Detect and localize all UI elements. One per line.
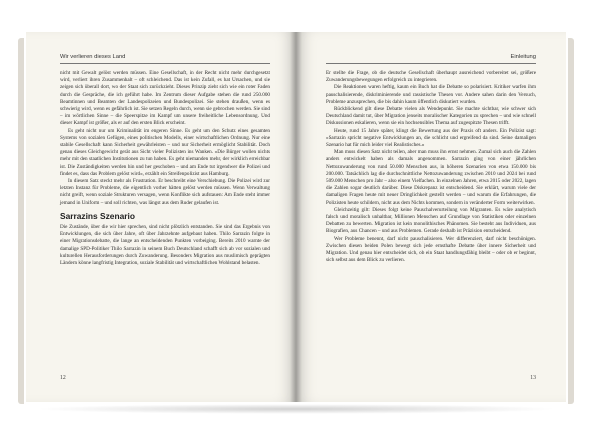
right-page: [296, 32, 566, 402]
header-rule-right: [326, 63, 536, 64]
paragraph: Es geht nicht nur um Kriminalität im engeren Sinne. Es geht um den Schutz eines gesamten Systems von sozialen Gefügen, eines politischen Modells, einer wirtschaftlichen Ordnung. Nur eine stabile Gesellschaft kann Sicherheit gewährleisten – und nur Sicherheit ermöglicht Stabilität. Doch genau dieses Gleichgewicht gerät aus Sicht vieler Polizisten ins Wanken. »Die Bürger wollen nichts mehr mit den staatlichen Institutionen zu tun haben. Es geht niemanden mehr, der wirklich erreichbar ist. Die Zuständigkeiten werden hin und her geschoben – und am Ende tut irgendwer die Polizei und findet es, dass das Problem gelöst wird«, erzählt ein Streifenpolizist aus Hamburg.: [60, 127, 270, 177]
paragraph: nicht mit Gewalt gelöst werden müssen. Eine Gesellschaft, in der Recht nicht mehr durchgesetzt wird, verliert ihren Zusammenhalt – oft schleichend. Das ist kein Zufall, es hat Ursachen, und sie zeigen sich überall dort, wo der Staat sich zurückzieht. Dieses Prinzip zieht sich wie ein roter Faden durch die Gespräche, die ich geführt habe. Im Zentrum dieser Aufgabe stehen die rund 250.000 Beamtinnen und Beamten der Landespolizeien und Bundespolizei. Sie stehen draußen, wenn es schwierig wird, wenn es gefährlich ist. Sie setzen Regeln durch, wenn sie gebrochen werden. Sie sind – im wörtlichen Sinne – die Speerspitze im Kampf um unsere freiheitliche Lebensordnung. Und dieser Kampf ist größer, als er auf den ersten Blick erscheint.: [60, 70, 270, 127]
left-page-edges: [18, 38, 24, 404]
paragraph: In diesem Satz steckt mehr als Frustration. Er beschreibt eine Verschiebung. Die Polizei wird zur letzten Instanz für Probleme, die eigentlich vorher hätten gelöst werden müssen. Wenn Verwaltung nicht greift, wenn soziale Strukturen versagen, wenn Konflikte sich aufstauen: Am Ende steht immer jemand in Uniform – und soll richten, was längst aus dem Ruder gelaufen ist.: [60, 178, 270, 206]
paragraph: Wer Probleme benennt, darf nicht pauschalisieren. Wer differenziert, darf nicht beschönigen. Zwischen diesen beiden Polen bewegt sich jede ernsthafte Debatte über innere Sicherheit und Migration. Und genau hier entscheidet sich, ob ein Staat handlungsfähig bleibt – oder ob er beginnt, sich selbst aus dem Blick zu verlieren.: [326, 235, 536, 264]
right-page-edges: [568, 38, 574, 404]
header-rule-left: [60, 63, 270, 64]
paragraph: Die Zustände, über die wir hier sprechen, sind nicht plötzlich entstanden. Sie sind das Ergebnis von Entwicklungen, die sich über Jahre, oft über Jahrzehnte aufgebaut haben. Thilo Sarrazin folgte in einer Migrationsdebatte, die lange an entscheidenden Punkten vorbeiging. Bereits 2010 warnte der damalige SPD-Politiker Thilo Sarrazin in seinem Buch Deutschland schafft sich ab vor sozialen und kulturellen Herausforderungen durch Zuwanderung. Besonders Migration aus muslimisch geprägten Ländern könne langfristig Integration, soziale Stabilität und wirtschaftlichen Wohlstand belasten.: [60, 224, 270, 267]
left-page-text: [60, 70, 270, 267]
right-page-text: [326, 70, 536, 264]
page-number-left: 12: [60, 375, 66, 381]
book-shadow: [34, 404, 558, 414]
paragraph: Gleichzeitig gilt: Dieses folgt keine Pauschalverurteilung von Migranten. Es wäre analytisch falsch und moralisch unhaltbar, Millionen Menschen auf Grundlage von Statistiken oder einzelnen Debatten zu bewerten. Migration ist kein monolithisches Phänomen. Sie besteht aus Individuen, aus Biografien, aus Chancen – und aus Problemen. Gerade deshalb ist Präzision entscheidend.: [326, 206, 536, 235]
page-number-right: 13: [530, 375, 536, 381]
paragraph: Die Reaktionen waren heftig, kaum ein Buch hat die Debatte so polarisiert. Kritiker warfen ihm pauschalisierende, diskriminierende und rassistische Thesen vor. Andere sahen darin den Versuch, Probleme anzusprechen, die bis dahin kaum öffentlich diskutiert wurden.: [326, 84, 536, 105]
left-page: [26, 32, 296, 402]
paragraph: Rückblickend gilt diese Debatte vielen als Wendepunkt. Sie machte sichtbar, wie schwer sich Deutschland damit tut, über Migration jenseits moralischer Kategorien zu sprechen – und wie schnell Diskussionen eskalieren, wenn sie ein hochsensibles Thema auf zugespitzte Thesen trifft.: [326, 106, 536, 127]
paragraph: Man muss diesen Satz nicht teilen, aber man muss ihn ernst nehmen. Zumal sich auch die Zahlen anders entwickelt haben als damals angenommen. Sarrazin ging von einer jährlichen Nettozuwanderung von rund 50.000 Menschen aus, in höheren Szenarien von etwa 150.000 bis 200.000. Tatsächlich lag die durchschnittliche Nettozuwanderung zwischen 2010 und 2024 bei rund 509.000 Menschen pro Jahr – also einem Vielfachen. In einzelnen Jahren, etwa 2015 oder 2022, lagen die Zahlen sogar deutlich darüber. Diese Diskrepanz ist entscheidend. Sie erklärt, warum viele der damaligen Fragen heute mit neuer Dringlichkeit gestellt werden – und warum die Erfahrungen, die Polizisten heute schildern, nicht aus dem Nichts kommen, sondern in veränderter Form weiterwirken.: [326, 149, 536, 206]
book-gutter: [290, 32, 302, 402]
open-book: [22, 20, 570, 408]
paragraph: Heute, rund 15 Jahre später, klingt die Bewertung aus der Praxis oft anders. Ein Polizist sagt: »Sarrazin spricht negative Entwicklungen an, die schlicht und ergreifend da sind. Seine damaligen Szenario hat für mich leider viel Realistisches.«: [326, 127, 536, 149]
section-heading: Sarrazins Szenario: [60, 210, 135, 221]
running-head-right: Einleitung: [510, 54, 536, 60]
paragraph: Er stellte die Frage, ob die deutsche Gesellschaft überhaupt ausreichend vorbereitet sei, größere Zuwanderungsbewegungen erfolgreich zu integrieren.: [326, 70, 536, 84]
running-head-left: Wir verlieren dieses Land: [60, 54, 126, 60]
